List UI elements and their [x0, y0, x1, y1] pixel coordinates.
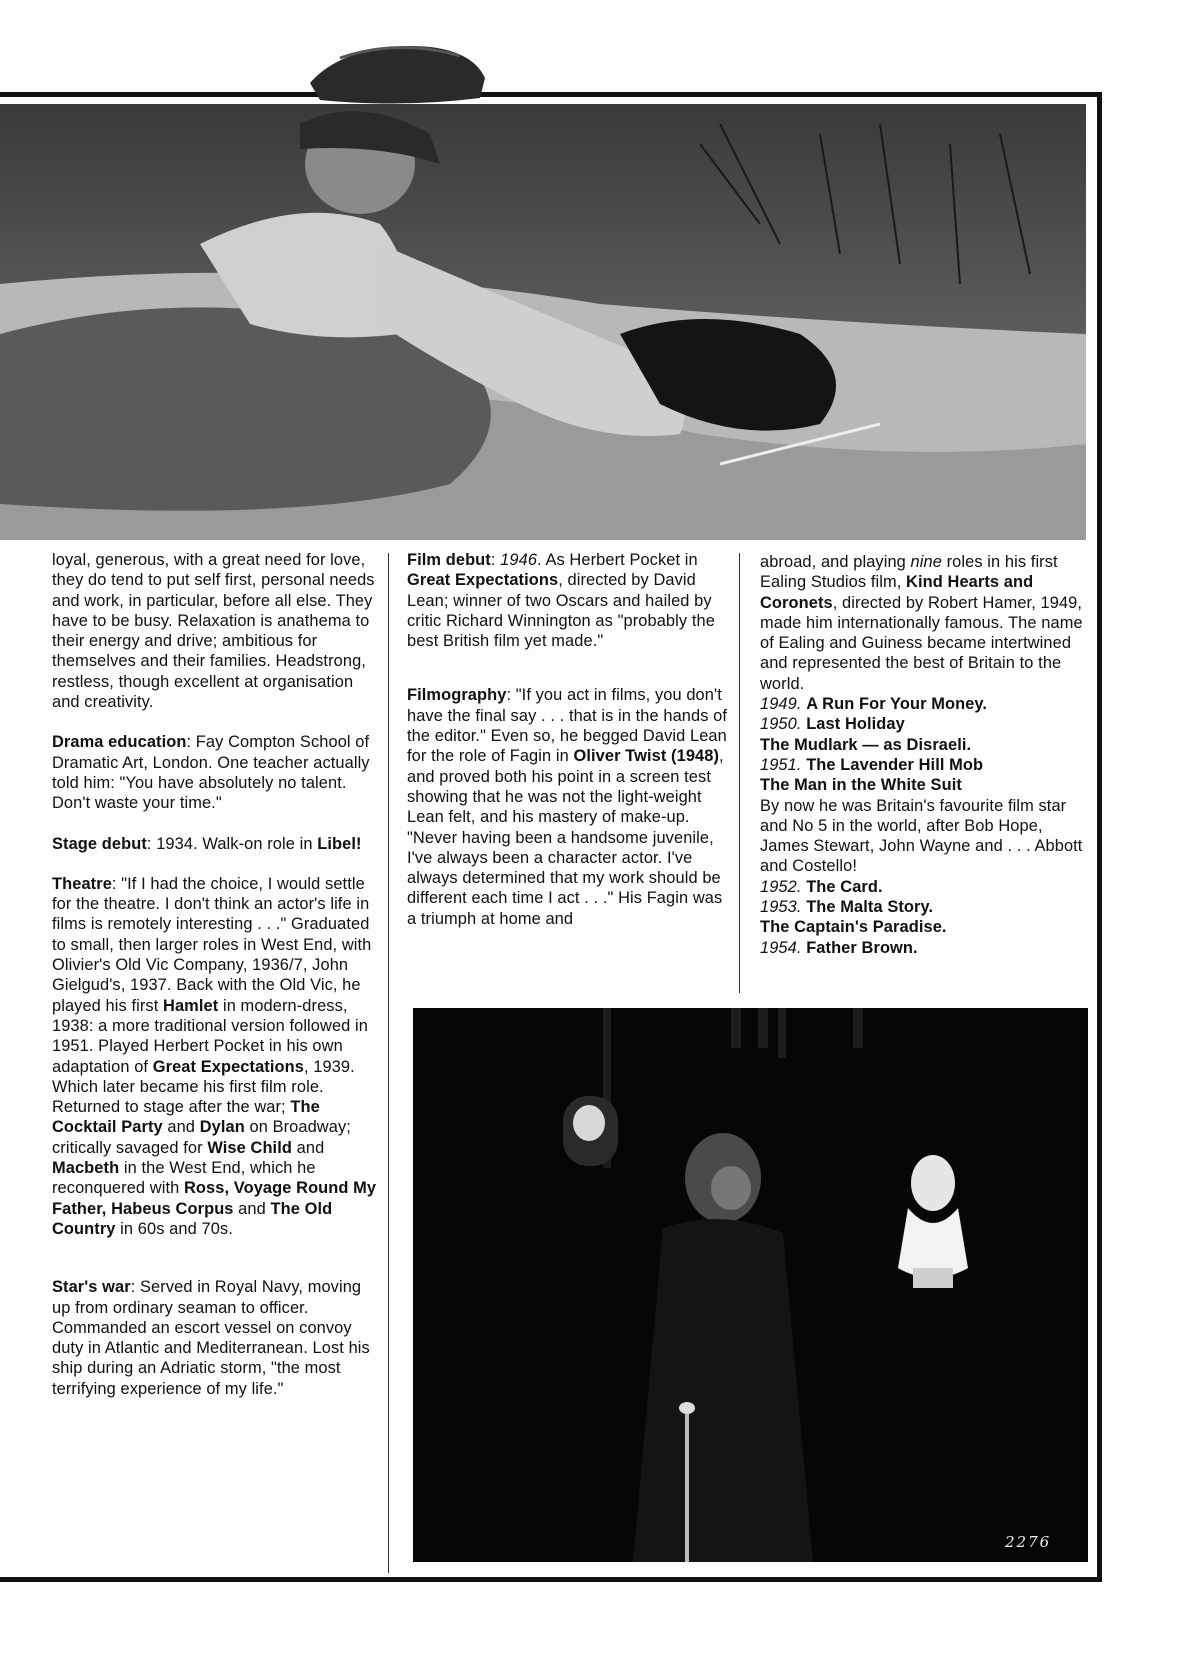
- film-year: 1953.: [760, 898, 802, 917]
- title-ross-voyage-habeus: Ross, Voyage Round My Father, Habeus Corpus: [52, 1179, 377, 1218]
- film-title: Father Brown.: [806, 938, 918, 957]
- frame-top-rule: [0, 92, 1100, 97]
- title-oliver-twist: Oliver Twist (1948): [573, 747, 720, 766]
- drama-label: Drama education: [52, 733, 187, 752]
- intro-paragraph: loyal, generous, with a great need for love, they do tend to put self first, personal needs and work, in particular, before all else. They have to be busy. Relaxation is anathema to their energy and drive; ambitious for themselves and their families. Headstrong, restless, though excellent at organisation and creativity.: [52, 551, 375, 712]
- film-debut-paragraph: [407, 550, 734, 651]
- film-year: 1954.: [760, 938, 802, 957]
- favourite-paragraph: By now he was Britain's favourite film star and No 5 in the world, after Bob Hope, James Stewart, John Wayne and . . . Abbott and Costello!: [760, 796, 1083, 876]
- filmography-label: Filmography: [407, 686, 507, 705]
- ealing-text-2: roles in his first Ealing Studios film,: [760, 553, 1058, 592]
- film-entry: [760, 938, 1090, 958]
- drama-education-paragraph: [52, 732, 382, 813]
- film-title: The Malta Story.: [806, 898, 934, 917]
- title-kind-hearts: Kind Hearts and Coronets: [760, 573, 1034, 612]
- theatre-text-4: on Broadway; critically savaged for: [52, 1118, 351, 1157]
- filmography-text-1: : "If you act in films, you don't have the final say . . . that is in the hands of the editor." Even so, he begged David Lean for the role of Fagin in: [407, 686, 728, 766]
- film-still-top-illustration: [0, 104, 1086, 540]
- theatre-text-5: in the West End, which he reconquered with: [52, 1159, 316, 1198]
- stage-title: Libel!: [317, 834, 362, 853]
- ealing-text-3: , directed by Robert Hamer, 1949, made him internationally famous. The name of Ealing and Guiness became intertwined and represented the best of Britain to the world.: [760, 593, 1083, 693]
- film-entry: [760, 897, 1090, 917]
- column-3: [760, 552, 1090, 958]
- film-title: The Man in the White Suit: [760, 776, 962, 795]
- film-title: A Run For Your Money.: [806, 695, 988, 714]
- cap-overhang: [300, 38, 500, 108]
- war-label: Star's war: [52, 1278, 131, 1297]
- title-cocktail-party: The Cocktail Party: [52, 1098, 320, 1137]
- column-1: [52, 550, 382, 1419]
- column-2: [407, 550, 734, 949]
- war-text: : Served in Royal Navy, moving up from ordinary seaman to officer. Commanded an escort vessel on convoy duty in Atlantic and Mediterranean. Lost his ship during an Adriatic storm, "the most terrifying experience of my life.": [52, 1278, 370, 1398]
- column-rule-left: [388, 553, 389, 1573]
- film-debut-text-1: . As Herbert Pocket in: [537, 551, 698, 569]
- film-title: Last Holiday: [806, 715, 905, 734]
- title-great-expectations: Great Expectations: [152, 1057, 304, 1076]
- theatre-text-3: , 1939. Which later became his first film role. Returned to stage after the war;: [52, 1057, 355, 1117]
- film-entry: [760, 714, 1090, 734]
- film-title: The Card.: [806, 877, 883, 896]
- film-debut-year: 1946: [500, 551, 538, 569]
- stars-war-paragraph: [52, 1277, 382, 1399]
- film-entry: [760, 694, 1090, 714]
- film-title: The Lavender Hill Mob: [806, 755, 984, 774]
- title-macbeth: Macbeth: [52, 1159, 120, 1178]
- title-dylan: Dylan: [199, 1118, 245, 1137]
- drama-text: : Fay Compton School of Dramatic Art, London. One teacher actually told him: "You have absolutely no talent. Don't waste your time.": [52, 733, 370, 813]
- theatre-text-2: in modern-dress, 1938: a more traditional version followed in 1951. Played Herbert Pocket in his own adaptation of: [52, 996, 368, 1076]
- film-year: 1951.: [760, 755, 802, 774]
- film-still-bottom-illustration: [413, 1008, 1088, 1562]
- film-year: 1952.: [760, 877, 802, 896]
- film-debut-text-2: , directed by David Lean; winner of two Oscars and hailed by critic Richard Winnington as "probably the best British film yet made.": [407, 571, 715, 651]
- film-entry: [760, 775, 1090, 795]
- title-wise-child: Wise Child: [207, 1138, 292, 1157]
- film-title: The Captain's Paradise.: [760, 918, 947, 937]
- frame-bottom-rule: [0, 1577, 1102, 1582]
- film-debut-label: Film debut: [407, 551, 491, 569]
- theatre-text-1: : "If I had the choice, I would settle for the theatre. I don't think an actor's life in films is remotely interesting . . ." Graduated to small, then larger roles in West End, with Olivier's Old Vic Company, 1936/7, John Gielgud's, 1937. Back with the Old Vic, he played his first: [52, 874, 372, 1015]
- film-entry: [760, 735, 1090, 755]
- theatre-paragraph: [52, 874, 382, 1239]
- film-still-top-photo: [0, 104, 1086, 540]
- title-hamlet: Hamlet: [163, 996, 219, 1015]
- theatre-and-2: and: [291, 1138, 325, 1157]
- theatre-and-3: and: [233, 1199, 271, 1218]
- stage-text: : 1934. Walk-on role in: [146, 834, 318, 853]
- nine-emphasis: nine: [910, 553, 942, 571]
- frame-right-rule: [1097, 92, 1102, 1582]
- theatre-text-6: in 60s and 70s.: [115, 1219, 233, 1238]
- filmography-paragraph: [407, 685, 734, 929]
- stage-label: Stage debut: [52, 834, 147, 853]
- film-debut-great-expectations: Great Expectations: [407, 571, 559, 590]
- title-old-country: The Old Country: [52, 1199, 333, 1238]
- film-entry: [760, 917, 1090, 937]
- film-debut-colon: :: [490, 551, 501, 569]
- handwritten-number: 2276: [1005, 1533, 1052, 1551]
- film-year: 1950.: [760, 715, 802, 734]
- film-title: The Mudlark — as Disraeli.: [760, 735, 972, 754]
- column-rule-right: [739, 553, 740, 993]
- film-list-2: [760, 877, 1090, 958]
- film-entry: [760, 877, 1090, 897]
- film-entry: [760, 755, 1090, 775]
- theatre-and-1: and: [162, 1118, 200, 1137]
- ealing-paragraph: [760, 552, 1090, 694]
- ealing-text-1: abroad, and playing: [760, 553, 911, 571]
- film-year: 1949.: [760, 695, 802, 714]
- film-still-bottom-photo: [413, 1008, 1088, 1562]
- film-list-1: [760, 694, 1090, 795]
- theatre-label: Theatre: [52, 874, 112, 893]
- filmography-text-2: , and proved both his point in a screen test showing that he was not the light-weight Lean felt, and his mastery of make-up. "Never having been a handsome juvenile, I've always been a character actor. I've always determined that my work should be different each time I act . . ." His Fagin was a triumph at home and: [407, 747, 724, 928]
- stage-debut-paragraph: [52, 834, 382, 854]
